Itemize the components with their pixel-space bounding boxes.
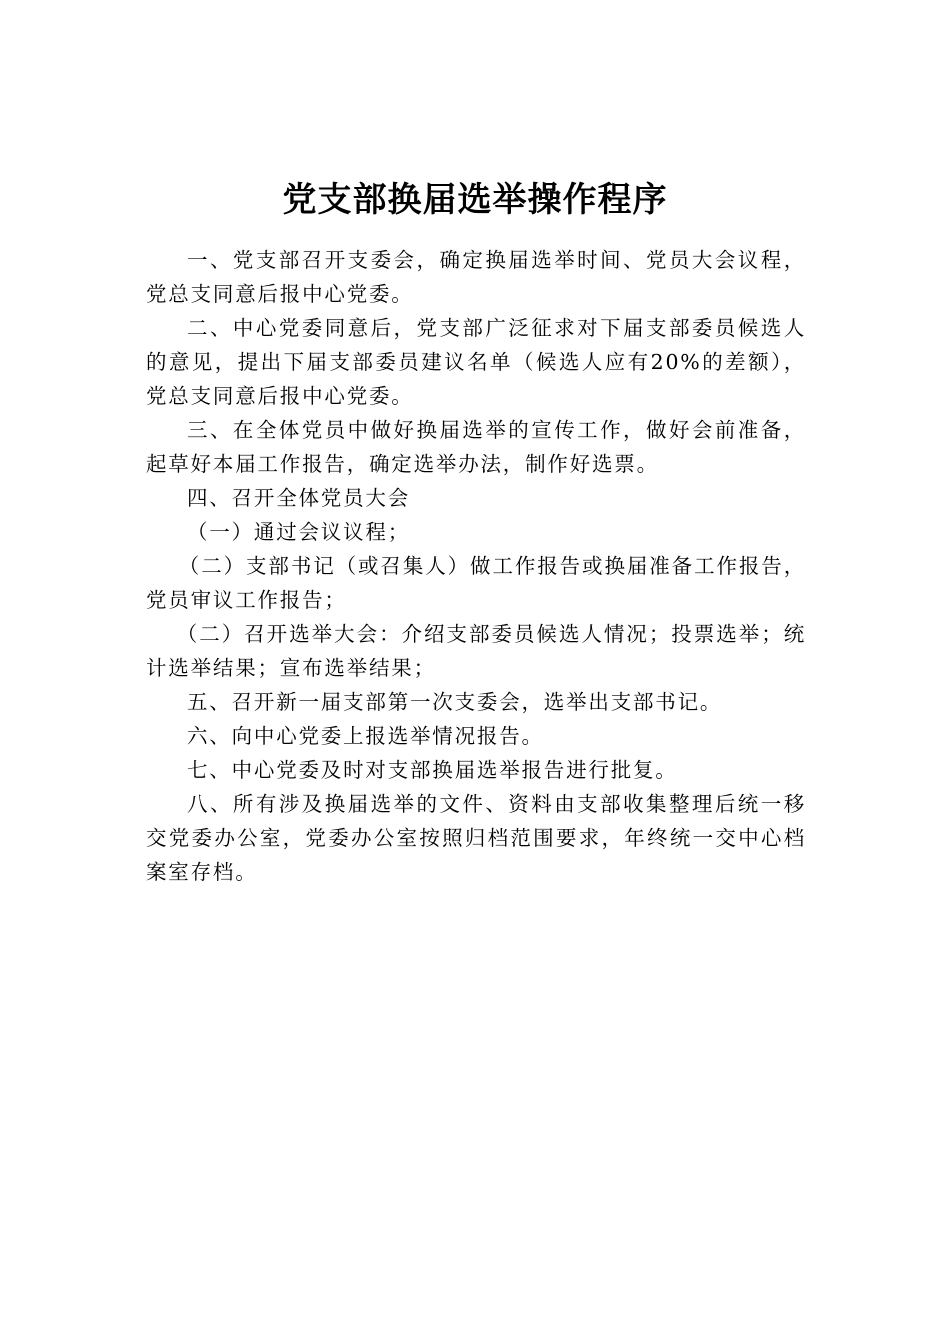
paragraph-step-3: 三、在全体党员中做好换届选举的宣传工作，做好会前准备，起草好本届工作报告，确定选举办法，制作好选票。 <box>146 418 806 476</box>
paragraph-step-6: 六、向中心党委上报选举情况报告。 <box>187 724 544 748</box>
paragraph-substep-3: （二）召开选举大会：介绍支部委员候选人情况；投票选举；统计选举结果；宣布选举结果； <box>146 622 806 680</box>
paragraph-step-8: 八、所有涉及换届选举的文件、资料由支部收集整理后统一移交党委办公室，党委办公室按照归档范围要求，年终统一交中心档案室存档。 <box>146 792 806 884</box>
paragraph-step-1: 一、党支部召开支委会，确定换届选举时间、党员大会议程，党总支同意后报中心党委。 <box>146 248 806 306</box>
document-title: 党支部换届选举操作程序 <box>282 180 668 220</box>
document-body <box>146 243 806 889</box>
paragraph-substep-1: （一）通过会议议程； <box>187 520 410 544</box>
paragraph-step-4: 四、召开全体党员大会 <box>187 486 410 510</box>
paragraph-step-2: 二、中心党委同意后，党支部广泛征求对下届支部委员候选人的意见，提出下届支部委员建议名单（候选人应有20%的差额），党总支同意后报中心党委。 <box>146 316 806 408</box>
paragraph-substep-2: （二）支部书记（或召集人）做工作报告或换届准备工作报告，党员审议工作报告； <box>146 554 806 612</box>
paragraph-step-5: 五、召开新一届支部第一次支委会，选举出支部书记。 <box>187 690 723 714</box>
paragraph-step-7: 七、中心党委及时对支部换届选举报告进行批复。 <box>187 758 678 782</box>
